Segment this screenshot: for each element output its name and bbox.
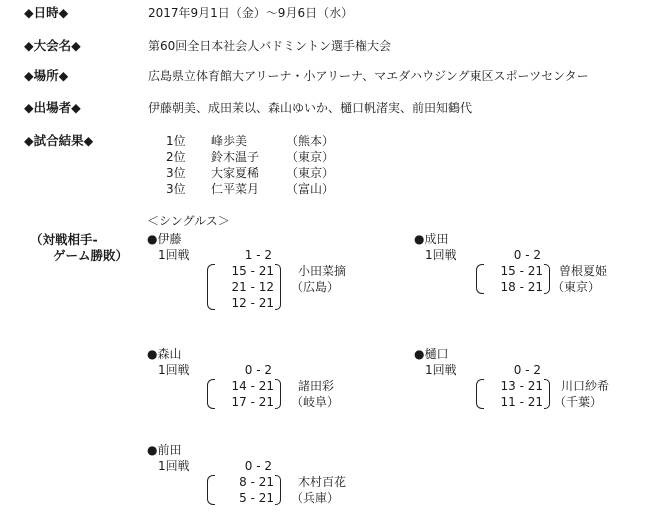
result-name: 峰歩美 bbox=[211, 134, 248, 148]
venue-value: 広島県立体育館大アリーナ・小アリーナ、マエダハウジング東区スポーツセンター bbox=[148, 69, 589, 83]
round-label: 1回戦 bbox=[158, 459, 190, 473]
game-score: 17 - 21 bbox=[231, 395, 274, 409]
result-name: 仁平菜月 bbox=[211, 182, 260, 196]
game-score: 13 - 21 bbox=[500, 379, 543, 393]
result-name: 大家夏稀 bbox=[211, 166, 260, 180]
game-score: 5 - 21 bbox=[239, 491, 274, 505]
event-value: 第60回全日本社会人バドミントン選手権大会 bbox=[148, 39, 392, 53]
result-rank: 3位 bbox=[166, 182, 186, 196]
round-label: 1回戦 bbox=[425, 248, 457, 262]
right-bracket bbox=[544, 379, 550, 409]
date-label: ◆日時◆ bbox=[24, 5, 69, 20]
opponents-label-line1: （対戦相手- bbox=[30, 232, 98, 247]
opponent-pref: （岐阜） bbox=[291, 395, 340, 409]
game-score: 8 - 21 bbox=[239, 475, 274, 489]
total-score: 0 - 2 bbox=[244, 459, 272, 473]
game-score: 12 - 21 bbox=[231, 296, 274, 310]
result-rank: 1位 bbox=[166, 134, 186, 148]
opponent-pref: （兵庫） bbox=[291, 491, 340, 505]
game-score: 15 - 21 bbox=[500, 264, 543, 278]
result-pref: （熊本） bbox=[286, 134, 335, 148]
opponents-label-line2: ゲーム勝敗） bbox=[53, 248, 129, 263]
result-pref: （東京） bbox=[286, 150, 335, 164]
game-score: 18 - 21 bbox=[500, 280, 543, 294]
round-label: 1回戦 bbox=[158, 248, 190, 262]
result-rank: 3位 bbox=[166, 166, 186, 180]
right-bracket bbox=[275, 379, 281, 409]
player-name: ●成田 bbox=[414, 232, 449, 246]
player-name: ●前田 bbox=[147, 443, 182, 457]
opponent-name: 諸田彩 bbox=[298, 379, 335, 393]
right-bracket bbox=[275, 264, 281, 310]
results-label: ◆試合結果◆ bbox=[24, 133, 94, 148]
total-score: 0 - 2 bbox=[513, 363, 541, 377]
opponent-name: 木村百花 bbox=[298, 475, 347, 489]
game-score: 14 - 21 bbox=[231, 379, 274, 393]
date-value: 2017年9月1日（金）～9月6日（水） bbox=[148, 6, 354, 20]
result-pref: （東京） bbox=[286, 166, 335, 180]
player-name: ●樋口 bbox=[414, 347, 449, 361]
venue-label: ◆場所◆ bbox=[24, 68, 69, 83]
game-score: 15 - 21 bbox=[231, 264, 274, 278]
round-label: 1回戦 bbox=[425, 363, 457, 377]
opponent-pref: （千葉） bbox=[554, 395, 603, 409]
opponent-pref: （広島） bbox=[291, 280, 340, 294]
opponent-name: 小田菜摘 bbox=[298, 264, 347, 278]
right-bracket bbox=[275, 475, 281, 505]
game-score: 21 - 12 bbox=[231, 280, 274, 294]
result-rank: 2位 bbox=[166, 150, 186, 164]
result-name: 鈴木温子 bbox=[211, 150, 260, 164]
total-score: 0 - 2 bbox=[244, 363, 272, 377]
singles-label: ＜シングルス＞ bbox=[147, 214, 230, 228]
players-value: 伊藤朝美、成田茉以、森山ゆいか、樋口帆渚実、前田知鶴代 bbox=[148, 101, 473, 115]
opponent-name: 川口紗希 bbox=[561, 379, 610, 393]
game-score: 11 - 21 bbox=[500, 395, 543, 409]
total-score: 0 - 2 bbox=[513, 248, 541, 262]
round-label: 1回戦 bbox=[158, 363, 190, 377]
opponent-name: 曽根夏姫 bbox=[559, 264, 608, 278]
right-bracket bbox=[544, 264, 550, 294]
total-score: 1 - 2 bbox=[244, 248, 272, 262]
players-label: ◆出場者◆ bbox=[24, 100, 81, 115]
result-pref: （富山） bbox=[286, 182, 335, 196]
player-name: ●伊藤 bbox=[147, 232, 182, 246]
player-name: ●森山 bbox=[147, 347, 182, 361]
event-label: ◆大会名◆ bbox=[24, 38, 81, 53]
opponent-pref: （東京） bbox=[552, 280, 601, 294]
